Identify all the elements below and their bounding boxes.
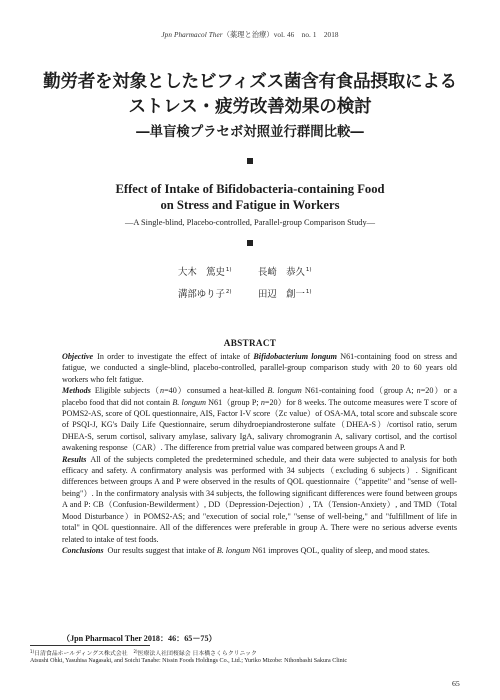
abstract-heading: ABSTRACT [223, 338, 277, 348]
author-affiliation-mark: 1) [225, 267, 232, 273]
japanese-title-line-1: 勤労者を対象としたビフィズス菌含有食品摂取による [43, 72, 457, 92]
section-label: Objective [62, 352, 94, 361]
japanese-title-line-2: ストレス・疲労改善効果の検討 [128, 97, 372, 117]
citation: （Jpn Pharmacol Ther 2018：46：65－75） [62, 634, 217, 643]
author-affiliation-mark: 2) [225, 289, 232, 295]
japanese-subtitle: ―単盲検プラセボ対照並行群間比較― [136, 125, 364, 140]
italic-n: n [416, 386, 421, 396]
abstract-text: All of the subjects completed the predetermined schedule, and their data were subjected to analysis for both efficacy and safety. A confirmatory analysis was performed with 34 subjects（excluding 6 subjects）. Significant differences between groups A and P were observed in the results of QOL questionnaire（"appetite" and "sense of well-being"）. In the confirmatory analysis with 34 subjects, the following significant differences were found between groups A and P: CB（Confusion-Bewilderment）, DD（Depression-Dejection）, TA（Tension-Anxiety）, and TMD（Total Mood Disturbance）in POMS2-AS; and "execution of social role," "sense of well-being," and "fulfillment of life in total" in QOL questionnaire. All of the differences were preferable in group A. There were no serious adverse events related to intake of test foods. [62, 454, 457, 544]
species-name: B. longum [216, 545, 251, 555]
affiliation-mark: 2) [133, 649, 138, 654]
abstract-text: In order to investigate the effect of intake of [97, 352, 254, 361]
affiliation: 医療法人社団桜緑会 日本橋さくらクリニック [137, 651, 257, 657]
affiliations-japanese [30, 648, 257, 657]
english-title-line-1: Effect of Intake of Bifidobacteria-containing Food [115, 182, 385, 196]
abstract-text: =40）consumed a heat-killed [164, 386, 268, 396]
author-name: 長崎 恭久 [258, 267, 305, 278]
abstract-text: =20）or a placebo food that did not contain [62, 386, 457, 407]
affiliation-mark: 1) [30, 649, 35, 654]
species-name: Bifidobacterium longum [253, 352, 337, 361]
separator-square-icon [247, 240, 253, 246]
author [258, 286, 312, 300]
running-header [0, 30, 500, 40]
section-label: Conclusions [62, 545, 104, 555]
author [178, 264, 232, 278]
english-subtitle: ―A Single-blind, Placebo-controlled, Parallel-group Comparison Study― [124, 218, 376, 227]
affiliation: 日清食品ホールディングス株式会社 [34, 651, 134, 657]
abstract-text: N61-containing food（group A; [301, 386, 417, 396]
english-title-line-2: on Stress and Fatigue in Workers [160, 198, 340, 212]
abstract-text: N61（group P; [205, 397, 261, 407]
italic-n: n [260, 397, 265, 407]
species-name: B. longum [267, 386, 302, 396]
author [178, 286, 232, 300]
abstract-conclusions [62, 545, 457, 556]
affiliations-english: Atsushi Ohki, Yasuhisa Nagasaki, and Soichi Tanabe: Nissin Foods Holdings Co., Ltd.; Yuriko Mizobe: Nihonbashi Sakura Clinic [30, 658, 348, 664]
journal-name: Jpn Pharmacol Ther [161, 31, 223, 39]
author-name: 田辺 創一 [258, 289, 305, 300]
author [258, 264, 312, 278]
journal-volume: （薬理と治療）vol. 46 no. 1 2018 [222, 31, 339, 39]
author-affiliation-mark: 1) [305, 267, 312, 273]
abstract-results [62, 454, 457, 545]
footnote-divider [30, 645, 150, 646]
abstract-text: Eligible subjects（ [94, 386, 161, 396]
author-name: 大木 篤史 [178, 267, 225, 278]
abstract-text: Our results suggest that intake of [107, 545, 217, 555]
separator-square-icon [247, 158, 253, 164]
species-name: B. longum [172, 397, 206, 407]
abstract-text: N61 improves QOL, quality of sleep, and mood states. [250, 545, 430, 555]
section-label: Results [62, 454, 87, 464]
author-affiliation-mark: 1) [305, 289, 312, 295]
page-number: 65 [452, 679, 460, 688]
abstract-text: =20）for 8 weeks. The outcome measures were T score of POMS2-AS, score of QOL questionnaire, AIS, Factor I-V score（Zc value）of OSA-MA, total score and subscale score of PSQI-J, KG's Daily Life Questionnaire, serum dihydroepiandrosterone sulfate（DHEA-S）/cortisol ratio, serum DHEA-S, serum cortisol, salivary amylase, salivary IgA, salivary chromogranin A, salivary cortisol, and the cortisol awakening response（CAR）. The difference from pretrial value was compared between groups A and P. [62, 397, 457, 453]
abstract-body [62, 351, 457, 556]
abstract-text: N61-containing food on stress and fatigue, we conducted a single-blind, placebo-controlled, parallel-group comparison study with 20 to 60 years old workers who felt fatigue. [62, 352, 457, 384]
author-name: 溝部ゆり子 [178, 289, 225, 300]
italic-n: n [160, 386, 165, 396]
abstract-methods [62, 385, 457, 453]
abstract-objective [62, 351, 457, 385]
section-label: Methods [62, 386, 91, 396]
